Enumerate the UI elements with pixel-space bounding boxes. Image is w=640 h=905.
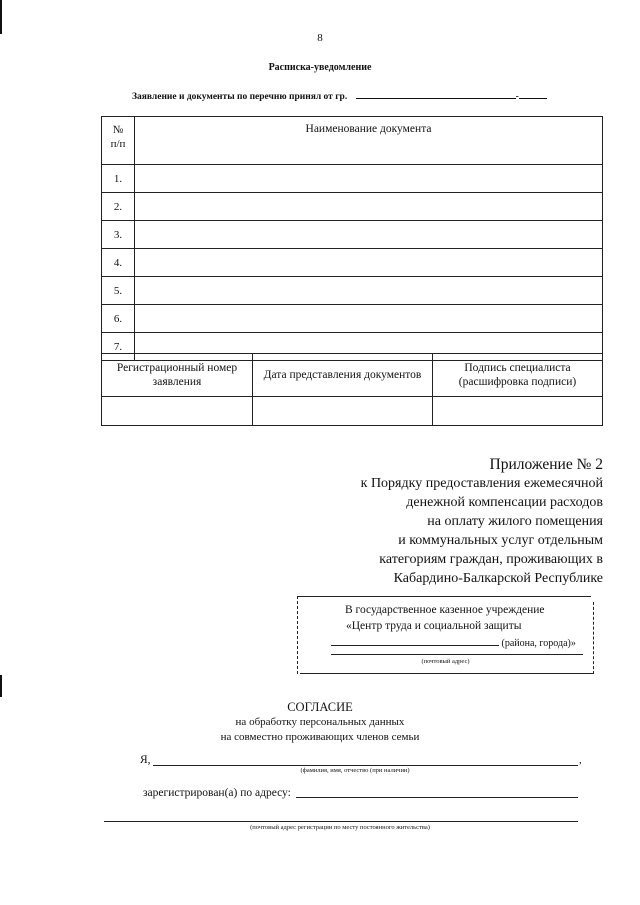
table-row: [102, 397, 603, 426]
ya-end-comma: ,: [579, 754, 582, 766]
row-number: 1.: [102, 165, 135, 193]
ya-label: Я,: [140, 754, 151, 766]
receipt-accepted-line: [132, 88, 547, 102]
registered-address-label: зарегистрирован(а) по адресу:: [143, 787, 291, 799]
receipt-dash: -: [515, 92, 519, 102]
receipt-accepted-text: Заявление и документы по перечню принял от гр.: [132, 92, 348, 102]
row-number: 3.: [102, 221, 135, 249]
document-name-cell: [135, 249, 603, 277]
page-number: 8: [317, 32, 323, 44]
addressee-line-2: «Центр труда и социальной защиты: [346, 620, 522, 632]
year-blank-line: [519, 88, 547, 99]
documents-table-header: [102, 117, 603, 165]
full-name-caption: (фамилия, имя, отчество (при наличии): [300, 767, 410, 774]
header-document-name: Наименование документа: [135, 117, 603, 165]
postal-address-caption: (почтовый адрес): [421, 658, 470, 665]
row-number: 4.: [102, 249, 135, 277]
receipt-title: Расписка-уведомление: [268, 62, 372, 73]
registered-address-blank-line: [296, 797, 578, 798]
table-row: [102, 249, 603, 277]
scan-edge-mark: [0, 675, 2, 697]
appendix-line: категориям граждан, проживающих в: [379, 552, 603, 567]
specialist-signature-cell: [433, 397, 603, 426]
appendix-title: Приложение № 2: [489, 456, 603, 473]
header-submission-date: Дата представления документов: [253, 354, 433, 397]
document-name-cell: [135, 221, 603, 249]
name-blank-line: [356, 88, 516, 99]
document-name-cell: [135, 165, 603, 193]
document-name-cell: [135, 193, 603, 221]
scan-edge-mark: [0, 0, 2, 34]
table-row: [102, 277, 603, 305]
appendix-line: к Порядку предоставления ежемесячной: [360, 476, 603, 491]
consent-title: СОГЛАСИЕ: [287, 700, 353, 714]
appendix-line: и коммунальных услуг отдельным: [398, 533, 603, 548]
frame-border-bottom: [300, 673, 594, 674]
registered-address-caption: (почтовый адрес регистрации по месту постоянного жительства): [250, 824, 430, 831]
document-name-cell: [135, 305, 603, 333]
row-number: 5.: [102, 277, 135, 305]
appendix-block: [361, 455, 603, 588]
consent-subtitle-2: на совместно проживающих членов семьи: [220, 731, 420, 743]
full-name-blank-line: [153, 765, 578, 766]
header-num: № п/п: [102, 117, 135, 165]
appendix-line: на оплату жилого помещения: [427, 514, 603, 529]
document-name-cell: [135, 277, 603, 305]
addressee-frame: [297, 596, 594, 674]
district-blank-line: [331, 636, 499, 646]
header-registration-number: Регистрационный номер заявления: [102, 354, 253, 397]
frame-border-top: [297, 596, 591, 597]
registered-address-blank-line-2: [104, 821, 578, 822]
row-number: 7.: [102, 333, 135, 361]
table-row: [102, 193, 603, 221]
postal-address-blank-line: [331, 654, 583, 655]
registration-table: [101, 353, 603, 426]
submission-date-cell: [253, 397, 433, 426]
addressee-line-3: [331, 636, 576, 649]
header-specialist-signature: Подпись специалиста (расшифровка подписи): [433, 354, 603, 397]
documents-table: [101, 116, 603, 361]
addressee-line-3-suffix: (района, города)»: [501, 638, 576, 649]
addressee-line-1: В государственное казенное учреждение: [345, 604, 545, 616]
row-number: 6.: [102, 305, 135, 333]
appendix-line: Кабардино-Балкарской Республике: [393, 571, 603, 586]
table-row: [102, 305, 603, 333]
appendix-line: денежной компенсации расходов: [406, 495, 603, 510]
consent-subtitle-1: на обработку персональных данных: [235, 716, 405, 728]
registration-table-header: [102, 354, 603, 397]
table-row: [102, 165, 603, 193]
table-row: [102, 221, 603, 249]
row-number: 2.: [102, 193, 135, 221]
registration-number-cell: [102, 397, 253, 426]
